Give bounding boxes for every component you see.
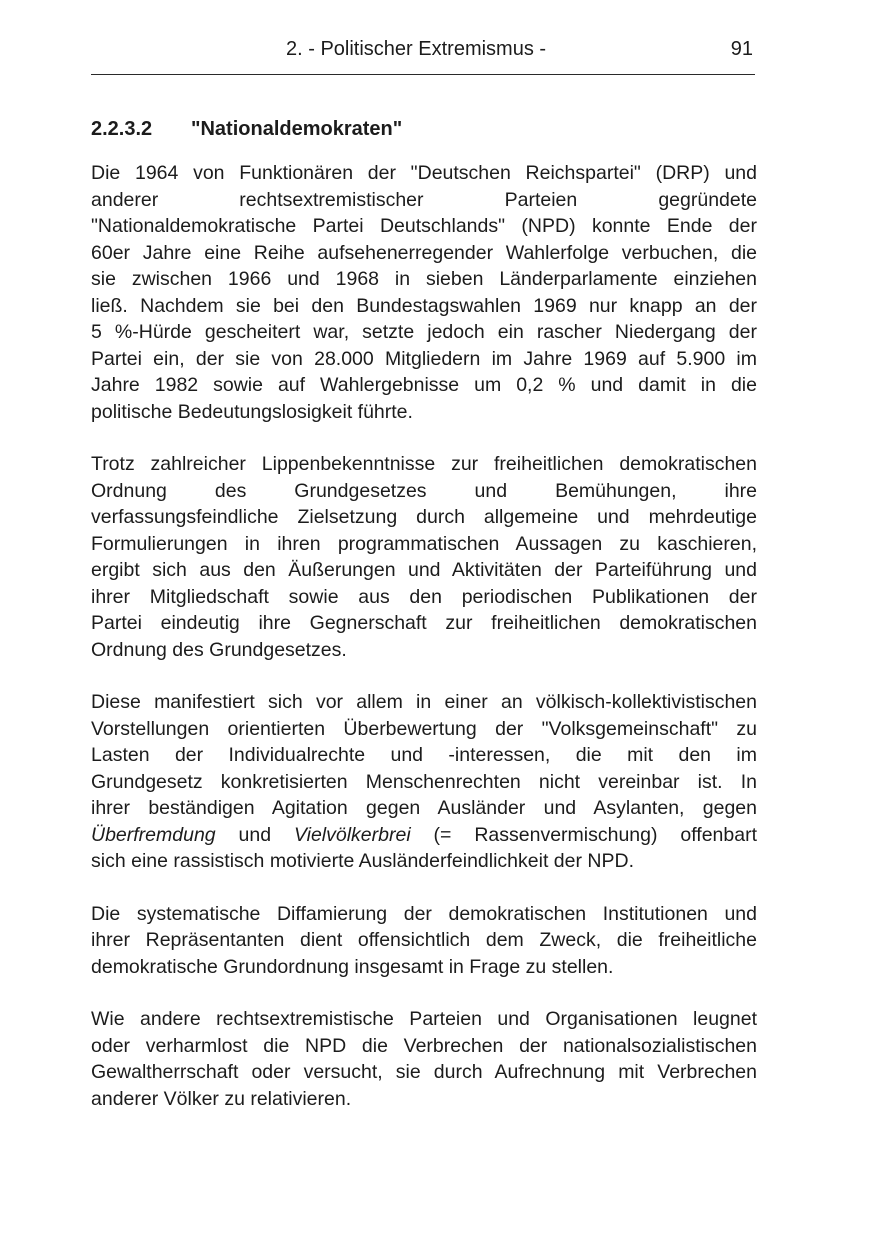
- text-line: 5 %-Hürde gescheitert war, setzte jedoch ein rascher Niedergang der: [91, 321, 757, 343]
- text-line: ergibt sich aus den Äußerungen und Aktivitäten der Parteiführung und: [91, 559, 757, 581]
- text-line: demokratische Grundordnung insgesamt in Frage zu stellen.: [91, 955, 614, 978]
- body-text: [91, 160, 757, 1138]
- text-line: Jahre 1982 sowie auf Wahlergebnisse um 0,2 % und damit in die: [91, 374, 757, 396]
- text-line: anderer rechtsextremistischer Parteien gegründete: [91, 188, 757, 211]
- text-line: Gewaltherrschaft oder versucht, sie durch Aufrechnung mit Verbrechen: [91, 1061, 757, 1083]
- text-line: verfassungsfeindliche Zielsetzung durch allgemeine und mehrdeutige: [91, 506, 757, 528]
- text-line: Die systematische Diffamierung der demokratischen Institutionen und: [91, 902, 757, 925]
- paragraph-3: [91, 689, 757, 875]
- text-line: Diese manifestiert sich vor allem in einer an völkisch-kollektivistischen: [91, 691, 757, 713]
- paragraph-5: [91, 1006, 757, 1112]
- text-line-with-italics: [91, 822, 757, 849]
- italic-term: Überfremdung: [91, 823, 216, 846]
- text-line: 60er Jahre eine Reihe aufsehenerregender Wahlerfolge verbuchen, die: [91, 241, 757, 264]
- text-fragment: (= Rassenvermischung) offenbart: [410, 823, 757, 846]
- text-line: Trotz zahlreicher Lippenbekenntnisse zur freiheitlichen demokratischen: [91, 453, 757, 475]
- running-header: [91, 36, 755, 66]
- text-line: sich eine rassistisch motivierte Ausländerfeindlichkeit der NPD.: [91, 850, 634, 872]
- text-line: Formulierungen in ihren programmatischen Aussagen zu kaschieren,: [91, 532, 757, 555]
- text-line: "Nationaldemokratische Partei Deutschlands" (NPD) konnte Ende der: [91, 215, 757, 237]
- section-heading: [91, 116, 402, 142]
- text-line: ließ. Nachdem sie bei den Bundestagswahlen 1969 nur knapp an der: [91, 294, 757, 317]
- paragraph-2: [91, 451, 757, 663]
- text-line: Wie andere rechtsextremistische Parteien und Organisationen leugnet: [91, 1008, 757, 1030]
- text-line: anderer Völker zu relativieren.: [91, 1087, 352, 1110]
- paragraph-4: [91, 901, 757, 981]
- text-line: ihrer Repräsentanten dient offensichtlich dem Zweck, die freiheitliche: [91, 929, 757, 951]
- italic-term: Vielvölkerbrei: [293, 823, 411, 846]
- text-line: ihrer Mitgliedschaft sowie aus den periodischen Publikationen der: [91, 585, 757, 608]
- text-line: oder verharmlost die NPD die Verbrechen der nationalsozialistischen: [91, 1034, 757, 1057]
- section-title: "Nationaldemokraten": [191, 118, 403, 140]
- text-line: Ordnung des Grundgesetzes und Bemühungen, ihre: [91, 479, 757, 502]
- running-title: 2. - Politischer Extremismus -: [286, 38, 547, 60]
- text-line: Partei eindeutig ihre Gegnerschaft zur freiheitlichen demokratischen: [91, 612, 757, 634]
- section-number: 2.2.3.2: [91, 118, 153, 140]
- header-rule: [91, 74, 755, 75]
- page-number: 91: [730, 38, 753, 60]
- text-line: politische Bedeutungslosigkeit führte.: [91, 400, 413, 423]
- paragraph-1: [91, 160, 757, 425]
- text-line: Die 1964 von Funktionären der "Deutschen Reichspartei" (DRP) und: [91, 162, 757, 184]
- text-line: Vorstellungen orientierten Überbewertung der "Volksgemeinschaft" zu: [91, 717, 757, 740]
- text-line: Ordnung des Grundgesetzes.: [91, 638, 347, 661]
- text-line: sie zwischen 1966 und 1968 in sieben Länderparlamente einziehen: [91, 268, 757, 290]
- text-line: Grundgesetz konkretisierten Menschenrechten nicht vereinbar ist. In: [91, 770, 757, 793]
- text-fragment: und: [215, 823, 294, 846]
- text-line: Lasten der Individualrechte und -interessen, die mit den im: [91, 744, 757, 766]
- text-line: Partei ein, der sie von 28.000 Mitgliedern im Jahre 1969 auf 5.900 im: [91, 347, 757, 370]
- text-line: ihrer beständigen Agitation gegen Ausländer und Asylanten, gegen: [91, 797, 757, 819]
